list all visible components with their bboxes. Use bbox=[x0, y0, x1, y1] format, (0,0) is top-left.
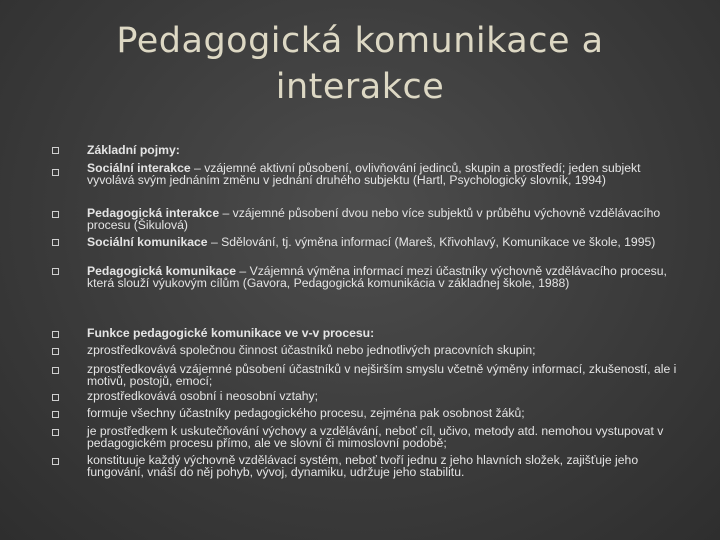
list-item: formuje všechny účastníky pedagogického procesu, zejména pak osobnost žáků; bbox=[87, 406, 525, 420]
bullet-square-icon bbox=[52, 348, 59, 355]
list-item: je prostředkem k uskutečňování výchovy a vzdělávání, neboť cíl, učivo, metody atd. nemohou vystupovat v pedagogickém procesu přímo, ale ve slovní či mimoslovní podobě; bbox=[87, 424, 664, 451]
bullet-square-icon bbox=[52, 429, 59, 436]
list-item: Sociální interakce – vzájemné aktivní působení, ovlivňování jedinců, skupin a prostředí; jeden subjekt vyvolává svým jednáním změnu v jednání druhého subjektu (Hartl, Psychologický slovník, 1994) bbox=[87, 161, 641, 188]
list-item: Pedagogická interakce – vzájemné působení dvou nebo více subjektů v průběhu výchovně vzdělávacího procesu (Šikulová) bbox=[87, 206, 661, 233]
bullet-square-icon bbox=[52, 367, 59, 374]
list-item: zprostředkovává osobní i neosobní vztahy; bbox=[87, 389, 319, 403]
bullet-square-icon bbox=[52, 458, 59, 465]
list-item: Pedagogická komunikace – Vzájemná výměna informací mezi účastníky výchovně vzdělávacího procesu, která slouží výukovým cílům (Gavora, Pedagogická komunikácia v základnej škole, 1988) bbox=[87, 264, 667, 291]
bullet-square-icon bbox=[52, 239, 59, 246]
list-item: zprostředkovává vzájemné působení účastníků v nejširším smyslu včetně výměny informací, zkušeností, ale i motivů, postojů, emocí; bbox=[87, 362, 677, 389]
list-item: Sociální komunikace – Sdělování, tj. výměna informací (Mareš, Křivohlavý, Komunikace ve škole, 1995) bbox=[87, 235, 656, 249]
title-line-1: Pedagogická komunikace a bbox=[116, 21, 604, 61]
bullet-square-icon bbox=[52, 268, 59, 275]
bullet-square-icon bbox=[52, 211, 59, 218]
bullet-square-icon bbox=[52, 394, 59, 401]
list-item: zprostředkovává společnou činnost účastníků nebo jednotlivých pracovních skupin; bbox=[87, 343, 536, 357]
list-item: Základní pojmy: bbox=[87, 143, 180, 157]
list-item: konstituuje každý výchovně vzdělávací systém, neboť tvoří jednu z jeho hlavních složek, zajišťuje jeho fungování, vnáší do něj pohyb, vývoj, dynamiku, udržuje jeho stabilitu. bbox=[87, 453, 639, 480]
bullet-square-icon bbox=[52, 411, 59, 418]
bullet-square-icon bbox=[52, 169, 59, 176]
bullet-square-icon bbox=[52, 331, 59, 338]
bullet-square-icon bbox=[52, 147, 59, 154]
title-line-2: interakce bbox=[275, 67, 445, 107]
list-item: Funkce pedagogické komunikace ve v-v procesu: bbox=[87, 326, 375, 340]
